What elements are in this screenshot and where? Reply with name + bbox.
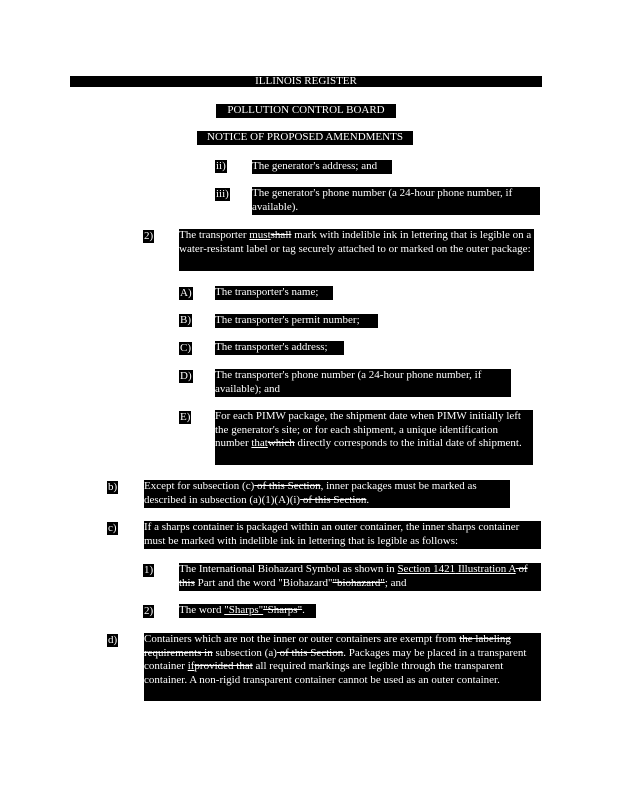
item-c1-label: 1)	[144, 564, 154, 576]
item-A-label: A)	[180, 287, 192, 299]
item-C-text: The transporter's address;	[215, 341, 344, 355]
subsection-d-text: Containers which are not the inner or outer containers are exempt from the labeling requirements in subsection (a) of this Section. Packages may be placed in a transparent container ifprovided that all required markings are legible through the transparent container. A non-rigid transparent container cannot be used as an outer container.	[144, 633, 541, 701]
item-iii-text: The generator's phone number (a 24-hour phone number, if available).	[252, 187, 540, 215]
item-c1-text: The International Biohazard Symbol as shown in Section 1421 Illustration A of this Part and the word "Biohazard""biohazard"; and	[179, 563, 541, 591]
item-iii-label: iii)	[216, 188, 229, 200]
item-D-label: D)	[180, 370, 192, 382]
subsection-b-text: Except for subsection (c) of this Section, inner packages must be marked as described in subsection (a)(1)(A)(i) of this Section.	[144, 480, 510, 508]
item-E-text: For each PIMW package, the shipment date when PIMW initially left the generator's site; or for each shipment, a unique identification number thatwhich directly corresponds to the initial date of shipment.	[215, 410, 533, 465]
item-c2-label: 2)	[144, 605, 154, 617]
item-E-label: E)	[180, 411, 191, 423]
subsection-b-label: b)	[108, 481, 118, 493]
item-D-text: The transporter's phone number (a 24-hour phone number, if available); and	[215, 369, 511, 397]
board-header: POLLUTION CONTROL BOARD	[216, 104, 396, 118]
subsection-c-text: If a sharps container is packaged within an outer container, the inner sharps container must be marked with indelible ink in lettering that is legible as follows:	[144, 521, 541, 549]
register-header: ILLINOIS REGISTER	[70, 76, 542, 87]
para-2-label: 2)	[144, 230, 154, 242]
item-A-text: The transporter's name;	[215, 286, 333, 300]
item-c2-text: The word "Sharps""Sharps".	[179, 604, 316, 618]
notice-header: NOTICE OF PROPOSED AMENDMENTS	[197, 131, 413, 145]
item-ii-text: The generator's address; and	[252, 160, 392, 174]
subsection-c-label: c)	[108, 522, 117, 534]
item-C-label: C)	[180, 342, 191, 354]
subsection-d-label: d)	[108, 634, 118, 646]
item-B-label: B)	[180, 314, 191, 326]
para-2-text: The transporter mustshall mark with indelible ink in lettering that is legible on a water-resistant label or tag securely attached to or marked on the outer package:	[179, 229, 534, 271]
item-ii-label: ii)	[216, 160, 226, 172]
item-B-text: The transporter's permit number;	[215, 314, 378, 328]
